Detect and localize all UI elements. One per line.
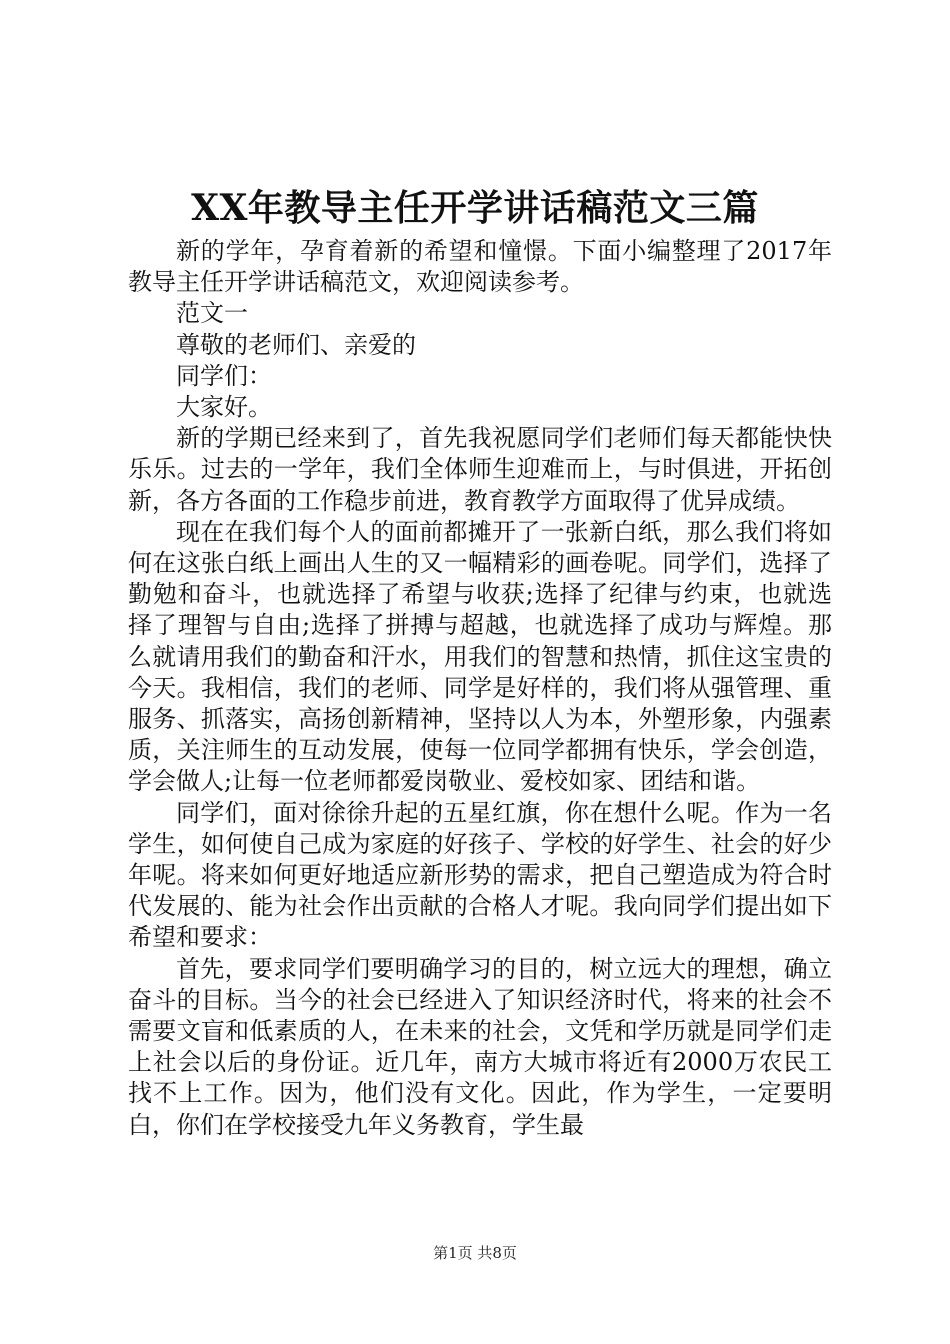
paragraph-greeting: 大家好。	[176, 393, 272, 422]
page-footer: 第1页 共8页	[433, 1244, 517, 1262]
paragraph-intro: 新的学年，孕育着新的希望和憧憬。下面小编整理了2017年教导主任开学讲话稿范文，欢迎阅读参考。	[128, 237, 832, 297]
document-title: XX年教导主任开学讲话稿范文三篇	[191, 187, 759, 229]
paragraph-body-2: 现在在我们每个人的面前都摊开了一张新白纸，那么我们将如何在这张白纸上画出人生的又一幅精彩的画卷呢。同学们，选择了勤勉和奋斗，也就选择了希望与收获;选择了纪律与约束，也就选择了理智与自由;选择了拼搏与超越，也就选择了成功与辉煌。那么就请用我们的勤奋和汗水，用我们的智慧和热情，抓住这宝贵的今天。我相信，我们的老师、同学是好样的，我们将从强管理、重服务、抓落实，高扬创新精神，坚持以人为本，外塑形象，内强素质，关注师生的互动发展，使每一位同学都拥有快乐，学会创造，学会做人;让每一位老师都爱岗敬业、爱校如家、团结和谐。	[128, 517, 832, 796]
paragraph-body-3: 同学们，面对徐徐升起的五星红旗，你在想什么呢。作为一名学生，如何使自己成为家庭的好孩子、学校的好学生、社会的好少年呢。将来如何更好地适应新形势的需求，把自己塑造成为符合时代发展的、能为社会作出贡献的合格人才呢。我向同学们提出如下希望和要求：	[128, 798, 832, 952]
document-body	[128, 236, 832, 1141]
paragraph-salutation-cont: 同学们：	[176, 361, 272, 390]
paragraph-section-heading: 范文一	[176, 299, 248, 328]
paragraph-body-4: 首先，要求同学们要明确学习的目的，树立远大的理想，确立奋斗的目标。当今的社会已经进入了知识经济时代，将来的社会不需要文盲和低素质的人，在未来的社会，文凭和学历就是同学们走上社会以后的身份证。近几年，南方大城市将近有2000万农民工找不上工作。因为，他们没有文化。因此，作为学生，一定要明白，你们在学校接受九年义务教育，学生最	[128, 954, 832, 1139]
paragraph-body-1: 新的学期已经来到了，首先我祝愿同学们老师们每天都能快快乐乐。过去的一学年，我们全体师生迎难而上，与时俱进，开拓创新，各方各面的工作稳步前进，教育教学方面取得了优异成绩。	[128, 424, 832, 515]
paragraph-salutation: 尊敬的老师们、亲爱的	[176, 330, 416, 359]
